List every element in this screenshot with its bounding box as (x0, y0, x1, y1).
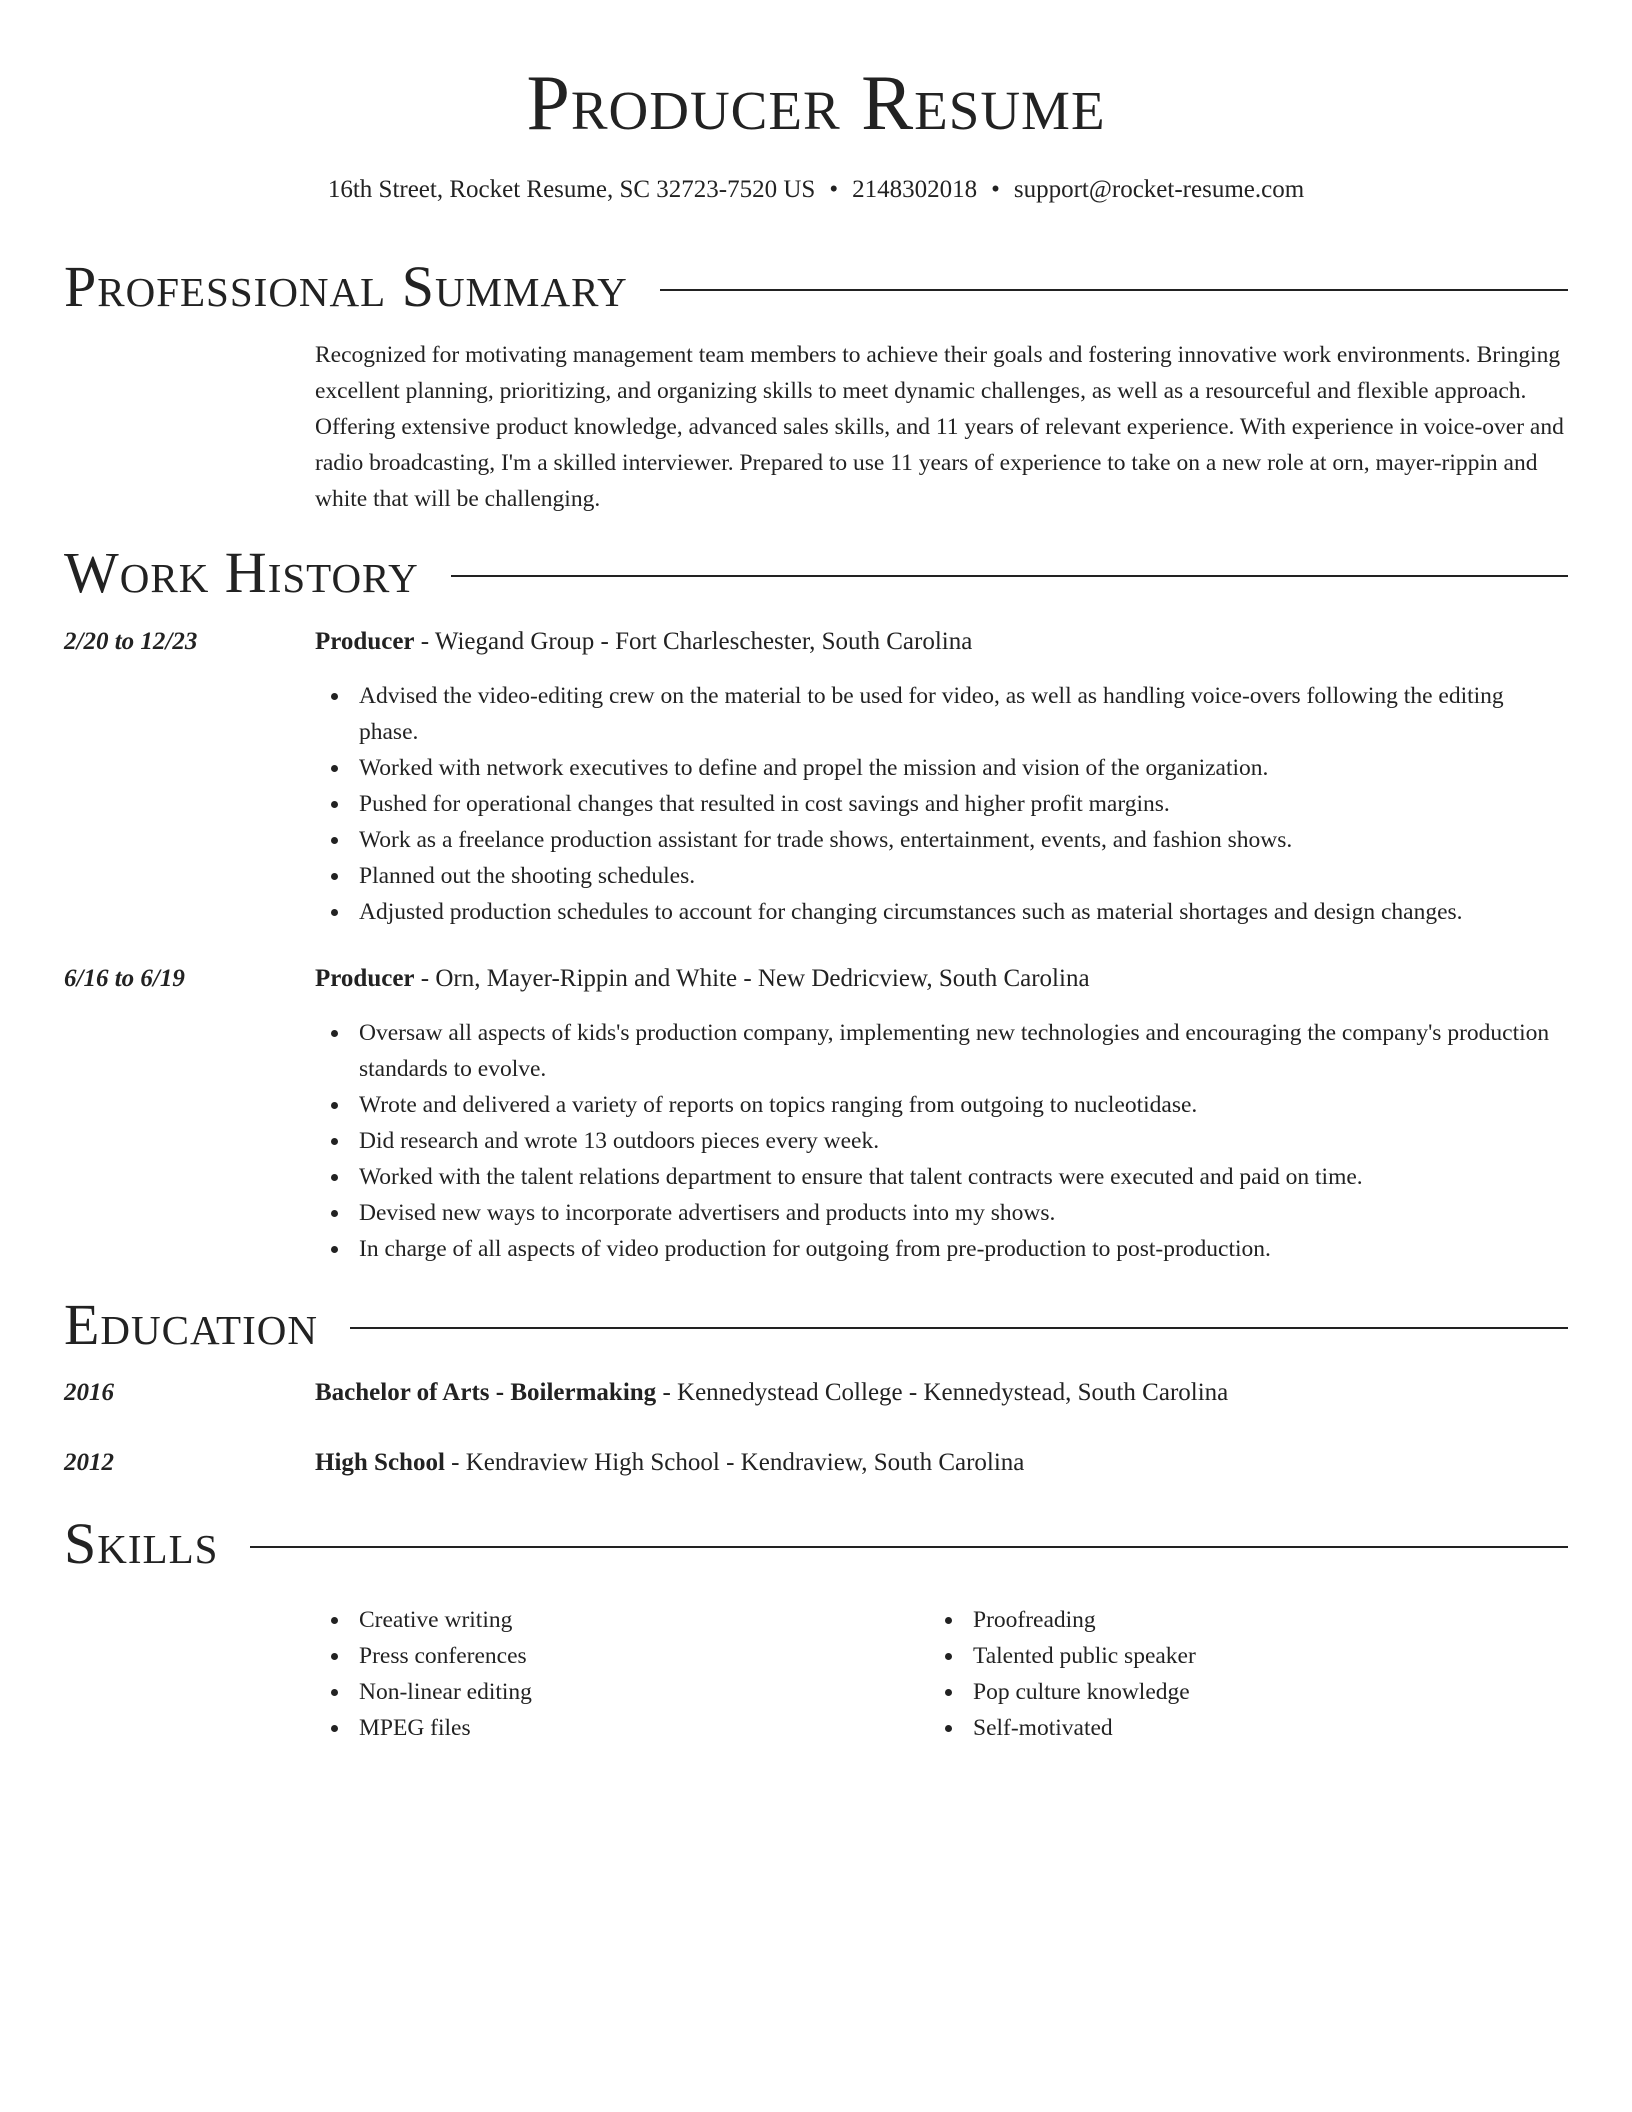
contact-email: support@rocket-resume.com (1013, 176, 1305, 203)
summary-heading: Professional Summary (64, 254, 628, 319)
job-duty: Devised new ways to incorporate advertisers and products into my shows. (359, 1195, 1565, 1231)
section-divider (660, 289, 1568, 291)
skill-item: Non-linear editing (359, 1674, 532, 1710)
summary-text: Recognized for motivating management team members to achieve their goals and fostering innovative work environments. Bringing excellent planning, prioritizing, and organizing skills to meet dynamic challenges, as well as a resourceful and flexible approach. Offering extensive product knowledge, advanced sales skills, and 11 years of relevant experience. With experience in voice-over and radio broadcasting, I'm a skilled interviewer. Prepared to use 11 years of experience to take on a new role at orn, mayer-rippin and white that will be challenging. (315, 342, 1564, 512)
job-dates: 6/16 to 6/19 (64, 965, 185, 992)
skills-heading: Skills (64, 1511, 219, 1576)
job-title: Producer (315, 628, 415, 655)
job-duty: Advised the video-editing crew on the material to be used for video, as well as handling voice-overs following the editing phase. (359, 678, 1565, 750)
skill-item: Proofreading (973, 1602, 1196, 1638)
education-section-header (64, 1290, 1568, 1360)
job-duties (315, 678, 1565, 930)
contact-separator: • (991, 176, 1000, 203)
job-duties (315, 1015, 1565, 1267)
skill-item: Self-motivated (973, 1710, 1196, 1746)
education-line (315, 1445, 1024, 1481)
job-title-line (315, 961, 1090, 997)
job-duty: Worked with network executives to define and propel the mission and vision of the organization. (359, 750, 1565, 786)
contact-separator: • (829, 176, 839, 203)
section-divider (451, 575, 1568, 577)
job-duty: In charge of all aspects of video production for outgoing from pre-production to post-production. (359, 1231, 1565, 1267)
skills-list-right (929, 1602, 1196, 1746)
job-duty: Wrote and delivered a variety of reports on topics ranging from outgoing to nucleotidase. (359, 1087, 1565, 1123)
skill-item: Pop culture knowledge (973, 1674, 1196, 1710)
job-duty: Did research and wrote 13 outdoors pieces every week. (359, 1123, 1565, 1159)
job-duty: Planned out the shooting schedules. (359, 858, 1565, 894)
contact-phone: 2148302018 (852, 176, 978, 203)
section-divider (350, 1327, 1568, 1329)
job-duty: Pushed for operational changes that resulted in cost savings and higher profit margins. (359, 786, 1565, 822)
contact-address: 16th Street, Rocket Resume, SC 32723-7520 US (327, 176, 816, 203)
job-duty: Oversaw all aspects of kids's production company, implementing new technologies and encouraging the company's production standards to evolve. (359, 1015, 1565, 1087)
job-company: - Orn, Mayer-Rippin and White - New Dedricview, South Carolina (414, 965, 1090, 992)
resume-title: Producer Resume (526, 59, 1106, 146)
education-heading: Education (64, 1292, 318, 1357)
job-company: - Wiegand Group - Fort Charleschester, South Carolina (414, 628, 973, 655)
education-year: 2012 (64, 1449, 114, 1476)
skill-item: Creative writing (359, 1602, 532, 1638)
job-duty: Adjusted production schedules to account for changing circumstances such as material shortages and design changes. (359, 894, 1565, 930)
skill-item: Press conferences (359, 1638, 532, 1674)
education-school: - Kennedystead College - Kennedystead, South Carolina (656, 1379, 1229, 1406)
education-degree: Bachelor of Arts - Boilermaking (315, 1379, 657, 1406)
summary-section-header (64, 252, 1568, 322)
contact-line (64, 172, 1568, 208)
job-title-line (315, 624, 972, 660)
skill-item: MPEG files (359, 1710, 532, 1746)
section-divider (250, 1546, 1568, 1548)
education-school: - Kendraview High School - Kendraview, South Carolina (444, 1449, 1025, 1476)
job-title: Producer (315, 965, 415, 992)
education-line (315, 1375, 1228, 1411)
job-duty: Work as a freelance production assistant for trade shows, entertainment, events, and fashion shows. (359, 822, 1565, 858)
job-dates: 2/20 to 12/23 (64, 628, 198, 655)
job-duty: Worked with the talent relations department to ensure that talent contracts were executed and paid on time. (359, 1159, 1565, 1195)
skills-section-header (64, 1509, 1568, 1579)
skill-item: Talented public speaker (973, 1638, 1196, 1674)
education-degree: High School (315, 1449, 445, 1476)
work-heading: Work History (64, 540, 419, 605)
work-section-header (64, 538, 1568, 608)
skills-list-left (315, 1602, 532, 1746)
education-year: 2016 (64, 1379, 114, 1406)
